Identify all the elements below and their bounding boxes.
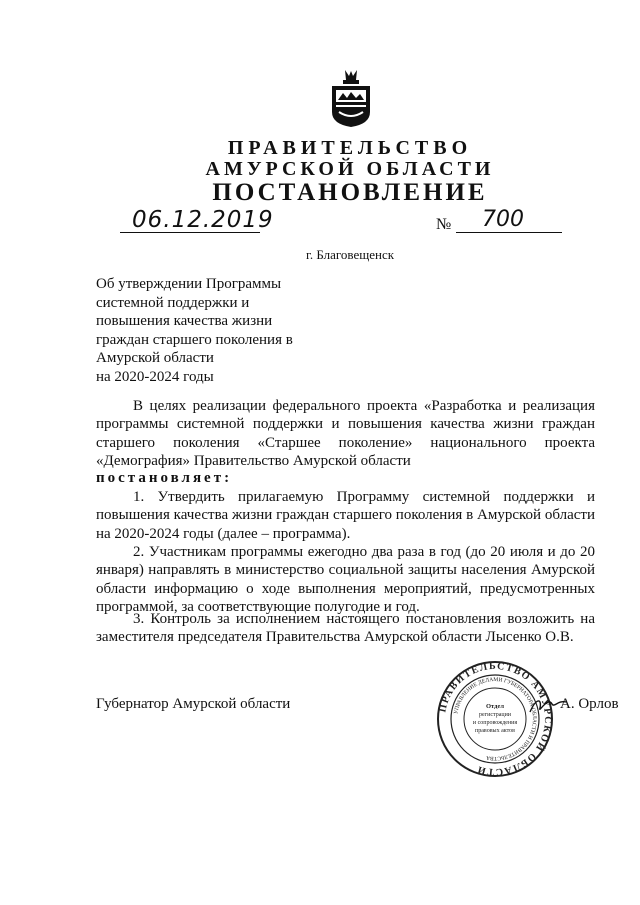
svg-text:регистрации: регистрации bbox=[479, 712, 511, 718]
svg-text:Отдел: Отдел bbox=[486, 703, 504, 710]
decree-item-2: 2. Участникам программы ежегодно два раза в год (до 20 июля и до 20 января) направлять в министерство социальной защиты населения Амурской области информацию о ходе выполнения мероприятий, предусмотренных программой, за соответствующие полугодие и год. bbox=[96, 544, 595, 616]
official-stamp-icon bbox=[436, 660, 554, 778]
number-label: № bbox=[436, 216, 452, 233]
document-date: 06.12.2019 bbox=[120, 207, 260, 233]
svg-text:и сопровождения: и сопровождения bbox=[472, 720, 518, 726]
document-type: ПОСТАНОВЛЕНИЕ bbox=[212, 179, 488, 206]
city: г. Благовещенск bbox=[305, 247, 395, 262]
decree-word: постановляет: bbox=[96, 470, 233, 486]
organization-name-line1: ПРАВИТЕЛЬСТВО bbox=[227, 137, 473, 159]
subject-line: граждан старшего поколения в bbox=[96, 331, 293, 348]
svg-text:правовых актов: правовых актов bbox=[475, 728, 515, 734]
subject-line: системной поддержки и bbox=[96, 294, 250, 311]
document-number: 700 bbox=[456, 207, 562, 233]
subject-line: на 2020-2024 годы bbox=[96, 368, 214, 385]
document-subject bbox=[96, 275, 316, 387]
svg-text:УПРАВЛЕНИЕ ДЕЛАМИ ГУБЕРНАТОРА: УПРАВЛЕНИЕ ДЕЛАМИ ГУБЕРНАТОРА ОБЛАСТИ И ПРАВИТЕЛЬСТВА bbox=[453, 676, 538, 762]
subject-line: повышения качества жизни bbox=[96, 313, 273, 330]
coat-of-arms-icon bbox=[329, 68, 373, 128]
organization-name-line2: АМУРСКОЙ ОБЛАСТИ bbox=[205, 158, 495, 180]
subject-line: Амурской области bbox=[96, 350, 214, 367]
svg-text:ПРАВИТЕЛЬСТВО АМУРСКОЙ ОБЛАСТИ: ПРАВИТЕЛЬСТВО АМУРСКОЙ ОБЛАСТИ bbox=[437, 660, 554, 778]
preamble-paragraph: В целях реализации федерального проекта «Разработка и реализация программы системной поддержки и повышения качества жизни граждан старшего поколения «Старшее поколение» национального проекта «Демография» Правительство Амурской области bbox=[96, 398, 595, 470]
decree-item-3: 3. Контроль за исполнением настоящего постановления возложить на заместителя председателя Правительства Амурской области Лысенко О.В. bbox=[96, 611, 595, 646]
signatory-title: Губернатор Амурской области bbox=[96, 696, 291, 712]
subject-line: Об утверждении Программы bbox=[96, 276, 282, 292]
decree-item-1: 1. Утвердить прилагаемую Программу системной поддержки и повышения качества жизни граждан старшего поколения в Амурской области на 2020-2024 годы (далее – программа). bbox=[96, 489, 595, 542]
signatory-name: А. Орлов bbox=[560, 696, 619, 712]
